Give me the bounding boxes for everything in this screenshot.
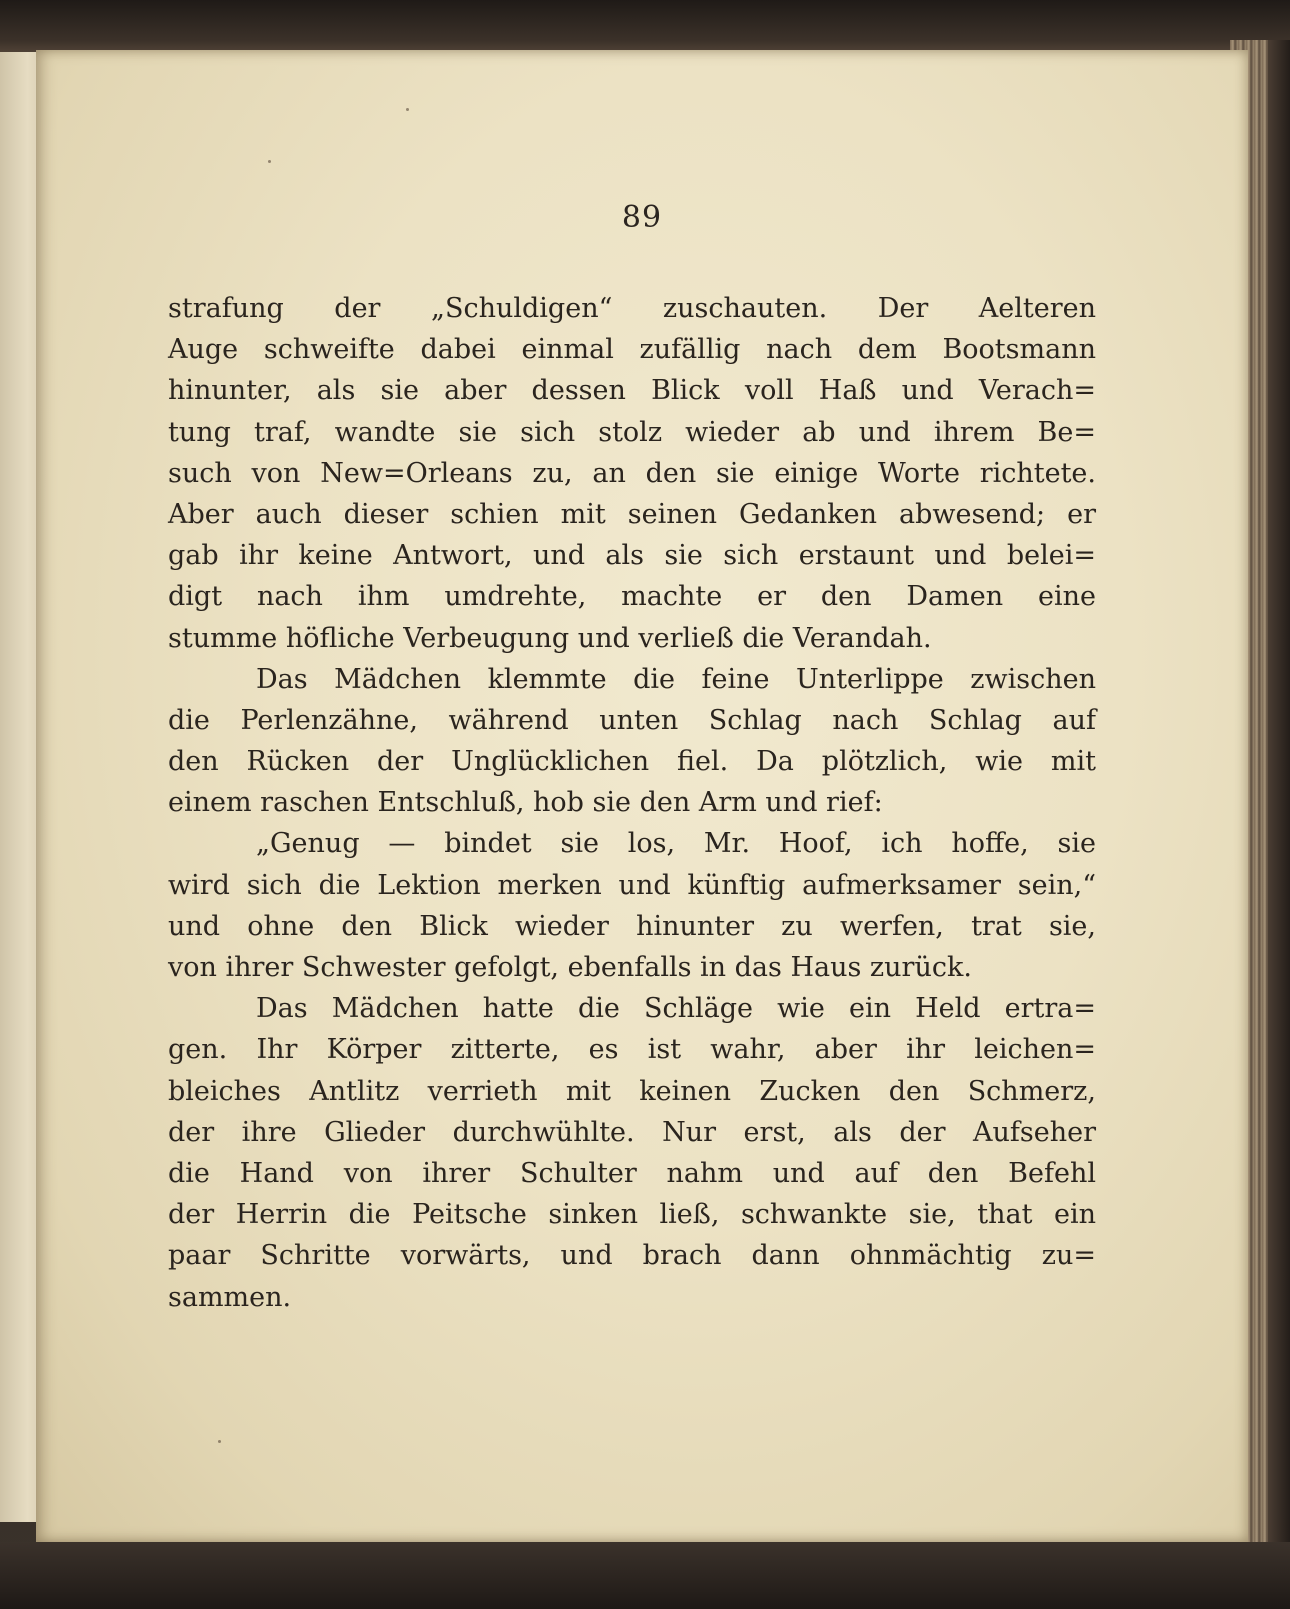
- text-line: bleiches Antlitz verrieth mit keinen Zucken den Schmerz,: [168, 1075, 1096, 1107]
- paper-speck: [268, 160, 271, 163]
- text-line: sammen.: [168, 1281, 292, 1313]
- text-line-paragraph-start: Das Mädchen klemmte die feine Unterlippe zwischen: [256, 663, 1096, 695]
- text-line: von ihrer Schwester gefolgt, ebenfalls in das Haus zurück.: [168, 952, 972, 983]
- paper-speck: [406, 108, 409, 111]
- text-line: der Herrin die Peitsche sinken ließ, schwankte sie, that ein: [168, 1199, 1096, 1231]
- text-line: einem raschen Entschluß, hob sie den Arm und rief:: [168, 787, 883, 819]
- page-body-text: [168, 288, 1096, 1318]
- text-line: stumme höfliche Verbeugung und verließ die Verandah.: [168, 622, 932, 654]
- text-line: digt nach ihm umdrehte, machte er den Damen eine: [168, 581, 1096, 613]
- text-line: such von New=Orleans zu, an den sie einige Worte richtete.: [168, 457, 1096, 489]
- book-page: [36, 50, 1248, 1542]
- book-bottom-edge: [0, 1542, 1290, 1609]
- text-line: den Rücken der Unglücklichen fiel. Da plötzlich, wie mit: [168, 746, 1096, 778]
- text-line: Aber auch dieser schien mit seinen Gedanken abwesend; er: [168, 498, 1096, 530]
- page-number: 89: [621, 200, 663, 235]
- text-line: die Hand von ihrer Schulter nahm und auf den Befehl: [168, 1157, 1096, 1189]
- text-line: wird sich die Lektion merken und künftig aufmerksamer sein,“: [168, 869, 1096, 901]
- text-line-paragraph-start: „Genug — bindet sie los, Mr. Hoof, ich hoffe, sie: [256, 828, 1096, 860]
- paper-speck: [218, 1440, 221, 1443]
- text-line: und ohne den Blick wieder hinunter zu werfen, trat sie,: [168, 910, 1096, 942]
- text-line: paar Schritte vorwärts, und brach dann ohnmächtig zu=: [168, 1240, 1096, 1272]
- text-line: hinunter, als sie aber dessen Blick voll Haß und Verach=: [168, 375, 1096, 407]
- text-line: gen. Ihr Körper zitterte, es ist wahr, aber ihr leichen=: [168, 1034, 1096, 1066]
- text-line: tung traf, wandte sie sich stolz wieder ab und ihrem Be=: [168, 416, 1096, 448]
- text-line: Auge schweifte dabei einmal zufällig nach dem Bootsmann: [168, 334, 1096, 366]
- text-line-paragraph-start: Das Mädchen hatte die Schläge wie ein Held ertra=: [256, 993, 1096, 1025]
- text-line: die Perlenzähne, während unten Schlag nach Schlag auf: [168, 704, 1096, 736]
- text-line: der ihre Glieder durchwühlte. Nur erst, als der Aufseher: [168, 1116, 1096, 1148]
- text-line: strafung der „Schuldigen“ zuschauten. Der Aelteren: [168, 293, 1096, 324]
- text-line: gab ihr keine Antwort, und als sie sich erstaunt und belei=: [168, 540, 1096, 572]
